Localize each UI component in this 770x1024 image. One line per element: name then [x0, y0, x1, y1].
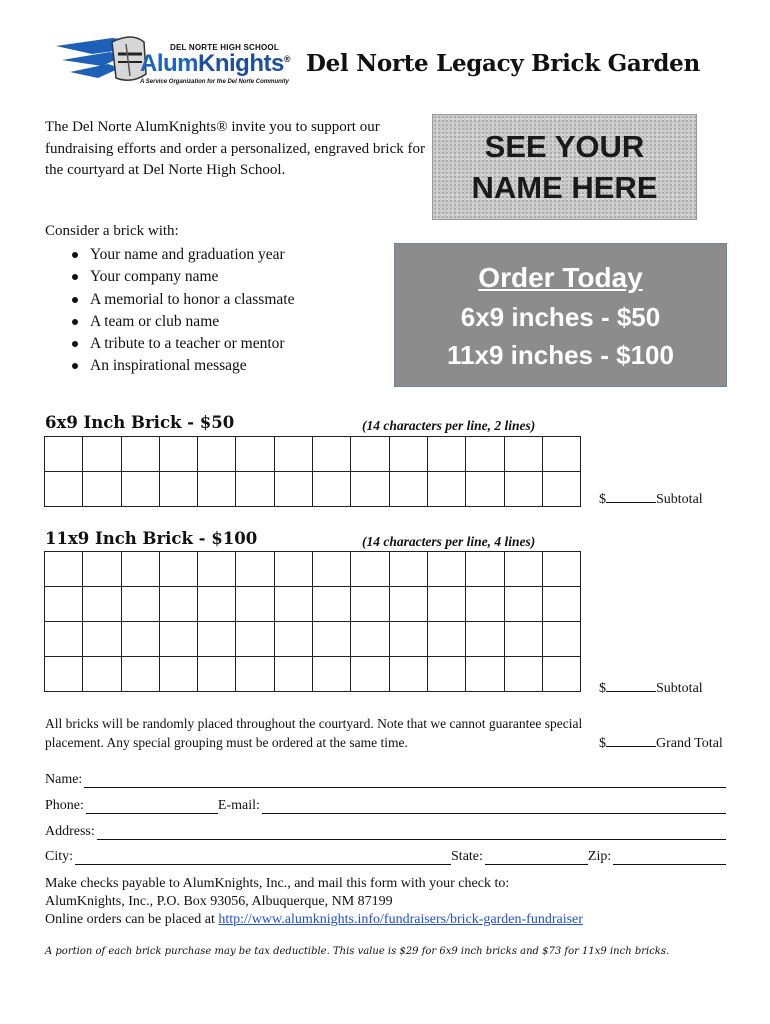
list-item: A tribute to a teacher or mentor [70, 333, 294, 355]
character-box[interactable] [274, 472, 312, 507]
logo-brand-alum: Alum [140, 50, 198, 77]
logo-tagline: A Service Organization for the Del Norte Community [140, 79, 289, 85]
character-box[interactable] [466, 622, 504, 657]
character-box[interactable] [313, 622, 351, 657]
consider-heading: Consider a brick with: [45, 223, 179, 239]
character-box[interactable] [427, 472, 465, 507]
character-box[interactable] [389, 622, 427, 657]
character-box[interactable] [121, 472, 159, 507]
grid-row [45, 437, 581, 472]
character-box[interactable] [389, 587, 427, 622]
character-box[interactable] [45, 622, 83, 657]
grand-total-label: Grand Total [656, 736, 723, 751]
character-box[interactable] [274, 657, 312, 692]
character-box[interactable] [159, 552, 197, 587]
phone-label: Phone: [45, 798, 84, 813]
intro-text: The Del Norte AlumKnights® invite you to support our fundraising efforts and order a personalized, engraved brick for the courtyard at Del Norte High School. [45, 119, 425, 178]
character-box[interactable] [542, 552, 580, 587]
character-box[interactable] [427, 587, 465, 622]
character-box[interactable] [198, 587, 236, 622]
character-box[interactable] [198, 472, 236, 507]
mailing-line1: Make checks payable to AlumKnights, Inc., and mail this form with your check to: [45, 876, 510, 891]
character-box[interactable] [45, 587, 83, 622]
character-box[interactable] [236, 587, 274, 622]
list-item: Your name and graduation year [70, 244, 294, 266]
tax-disclaimer: A portion of each brick purchase may be tax deductible. This value is $29 for 6x9 inch bricks and $73 for 11x9 inch bricks. [45, 946, 670, 957]
character-box[interactable] [466, 437, 504, 472]
character-box[interactable] [542, 657, 580, 692]
phone-email-row [45, 796, 726, 814]
sample-brick-line2: NAME HERE [471, 170, 658, 205]
character-box[interactable] [83, 622, 121, 657]
character-box[interactable] [504, 657, 542, 692]
character-box[interactable] [542, 587, 580, 622]
character-box[interactable] [121, 622, 159, 657]
grid-row [45, 552, 581, 587]
character-box[interactable] [504, 622, 542, 657]
small-brick-subtotal[interactable] [599, 490, 703, 508]
mailing-line2: AlumKnights, Inc., P.O. Box 93056, Albuquerque, NM 87199 [45, 894, 393, 909]
character-box[interactable] [542, 622, 580, 657]
currency-symbol: $ [599, 736, 606, 751]
character-box[interactable] [159, 622, 197, 657]
large-brick-note: (14 characters per line, 4 lines) [362, 534, 536, 549]
order-price-large: 11x9 inches - $100 [447, 340, 674, 370]
character-box[interactable] [83, 657, 121, 692]
character-box[interactable] [313, 657, 351, 692]
name-field[interactable] [84, 773, 726, 788]
character-box[interactable] [351, 552, 389, 587]
grand-total-blank[interactable] [606, 734, 656, 747]
list-item: A team or club name [70, 311, 294, 333]
city-state-zip-row [45, 847, 726, 865]
character-box[interactable] [45, 472, 83, 507]
character-box[interactable] [159, 472, 197, 507]
character-box[interactable] [83, 552, 121, 587]
character-box[interactable] [466, 587, 504, 622]
character-box[interactable] [351, 622, 389, 657]
character-box[interactable] [504, 552, 542, 587]
character-box[interactable] [542, 472, 580, 507]
character-box[interactable] [274, 437, 312, 472]
character-box[interactable] [313, 587, 351, 622]
character-box[interactable] [198, 437, 236, 472]
subtotal-label: Subtotal [656, 492, 703, 507]
character-box[interactable] [198, 552, 236, 587]
character-box[interactable] [121, 552, 159, 587]
character-box[interactable] [236, 552, 274, 587]
currency-symbol: $ [599, 492, 606, 507]
character-box[interactable] [45, 657, 83, 692]
address-field-row [45, 822, 726, 840]
small-brick-heading: 6x9 Inch Brick - $50 [45, 413, 235, 432]
subtotal-blank[interactable] [606, 679, 656, 692]
character-box[interactable] [83, 472, 121, 507]
sample-brick-image [432, 114, 697, 220]
grand-total[interactable] [599, 734, 723, 752]
character-box[interactable] [313, 437, 351, 472]
character-box[interactable] [313, 552, 351, 587]
list-item: A memorial to honor a classmate [70, 289, 294, 311]
large-brick-grid[interactable] [44, 551, 581, 692]
zip-field[interactable] [613, 850, 726, 865]
character-box[interactable] [351, 437, 389, 472]
character-box[interactable] [274, 552, 312, 587]
character-box[interactable] [274, 587, 312, 622]
character-box[interactable] [236, 622, 274, 657]
character-box[interactable] [466, 552, 504, 587]
character-box[interactable] [466, 657, 504, 692]
city-field[interactable] [75, 850, 451, 865]
character-box[interactable] [121, 437, 159, 472]
character-box[interactable] [427, 622, 465, 657]
character-box[interactable] [121, 587, 159, 622]
character-box[interactable] [351, 657, 389, 692]
logo-school-name: DEL NORTE HIGH SCHOOL [170, 43, 279, 52]
address-field[interactable] [97, 825, 726, 840]
state-field[interactable] [485, 850, 588, 865]
currency-symbol: $ [599, 681, 606, 696]
character-box[interactable] [45, 552, 83, 587]
city-label: City: [45, 849, 74, 864]
grid-row [45, 587, 581, 622]
idea-list [70, 244, 294, 378]
character-box[interactable] [83, 587, 121, 622]
character-box[interactable] [427, 552, 465, 587]
character-box[interactable] [389, 437, 427, 472]
character-box[interactable] [504, 437, 542, 472]
character-box[interactable] [274, 622, 312, 657]
online-orders-text: Online orders can be placed at [45, 912, 215, 927]
sample-brick-line1: SEE YOUR [484, 129, 645, 164]
name-field-row [45, 770, 726, 788]
grid-row [45, 622, 581, 657]
large-brick-subtotal[interactable] [599, 679, 703, 697]
character-box[interactable] [504, 587, 542, 622]
list-item: Your company name [70, 266, 294, 288]
large-brick-heading: 11x9 Inch Brick - $100 [45, 529, 258, 548]
mailing-instructions [45, 875, 583, 929]
page-title: Del Norte Legacy Brick Garden [306, 50, 700, 77]
character-box[interactable] [466, 472, 504, 507]
character-box[interactable] [159, 657, 197, 692]
small-brick-grid[interactable] [44, 436, 581, 507]
character-box[interactable] [427, 657, 465, 692]
email-field[interactable] [262, 799, 726, 814]
list-item: An inspirational message [70, 355, 294, 377]
character-box[interactable] [389, 472, 427, 507]
character-box[interactable] [236, 472, 274, 507]
character-box[interactable] [351, 472, 389, 507]
mailing-line3 [45, 911, 583, 929]
character-box[interactable] [159, 437, 197, 472]
character-box[interactable] [159, 587, 197, 622]
subtotal-blank[interactable] [606, 490, 656, 503]
grid-row [45, 657, 581, 692]
order-callout [394, 243, 727, 387]
character-box[interactable] [236, 437, 274, 472]
character-box[interactable] [351, 587, 389, 622]
zip-label: Zip: [587, 849, 612, 864]
character-box[interactable] [198, 657, 236, 692]
logo-registered-mark: ® [283, 54, 290, 64]
character-box[interactable] [83, 437, 121, 472]
character-box[interactable] [389, 552, 427, 587]
logo-brand-knights: Knights [198, 50, 284, 77]
character-box[interactable] [45, 437, 83, 472]
state-label: State: [451, 849, 483, 864]
character-box[interactable] [198, 622, 236, 657]
order-title: Order Today [478, 262, 643, 293]
character-box[interactable] [427, 437, 465, 472]
order-price-small: 6x9 inches - $50 [460, 302, 661, 332]
character-box[interactable] [389, 657, 427, 692]
fundraiser-link[interactable]: http://www.alumknights.info/fundraisers/brick-garden-fundraiser [218, 912, 583, 927]
phone-field[interactable] [86, 799, 218, 814]
logo-brand [140, 50, 290, 78]
subtotal-label: Subtotal [656, 681, 703, 696]
character-box[interactable] [236, 657, 274, 692]
character-box[interactable] [504, 472, 542, 507]
small-brick-note: (14 characters per line, 2 lines) [362, 418, 536, 433]
address-label: Address: [45, 824, 95, 839]
placement-note: All bricks will be randomly placed throughout the courtyard. Note that we cannot guarantee special placement. Any special grouping must be ordered at the same time. [45, 716, 583, 750]
grid-row [45, 472, 581, 507]
email-label: E-mail: [217, 798, 260, 813]
name-label: Name: [45, 772, 83, 787]
character-box[interactable] [542, 437, 580, 472]
character-box[interactable] [121, 657, 159, 692]
character-box[interactable] [313, 472, 351, 507]
